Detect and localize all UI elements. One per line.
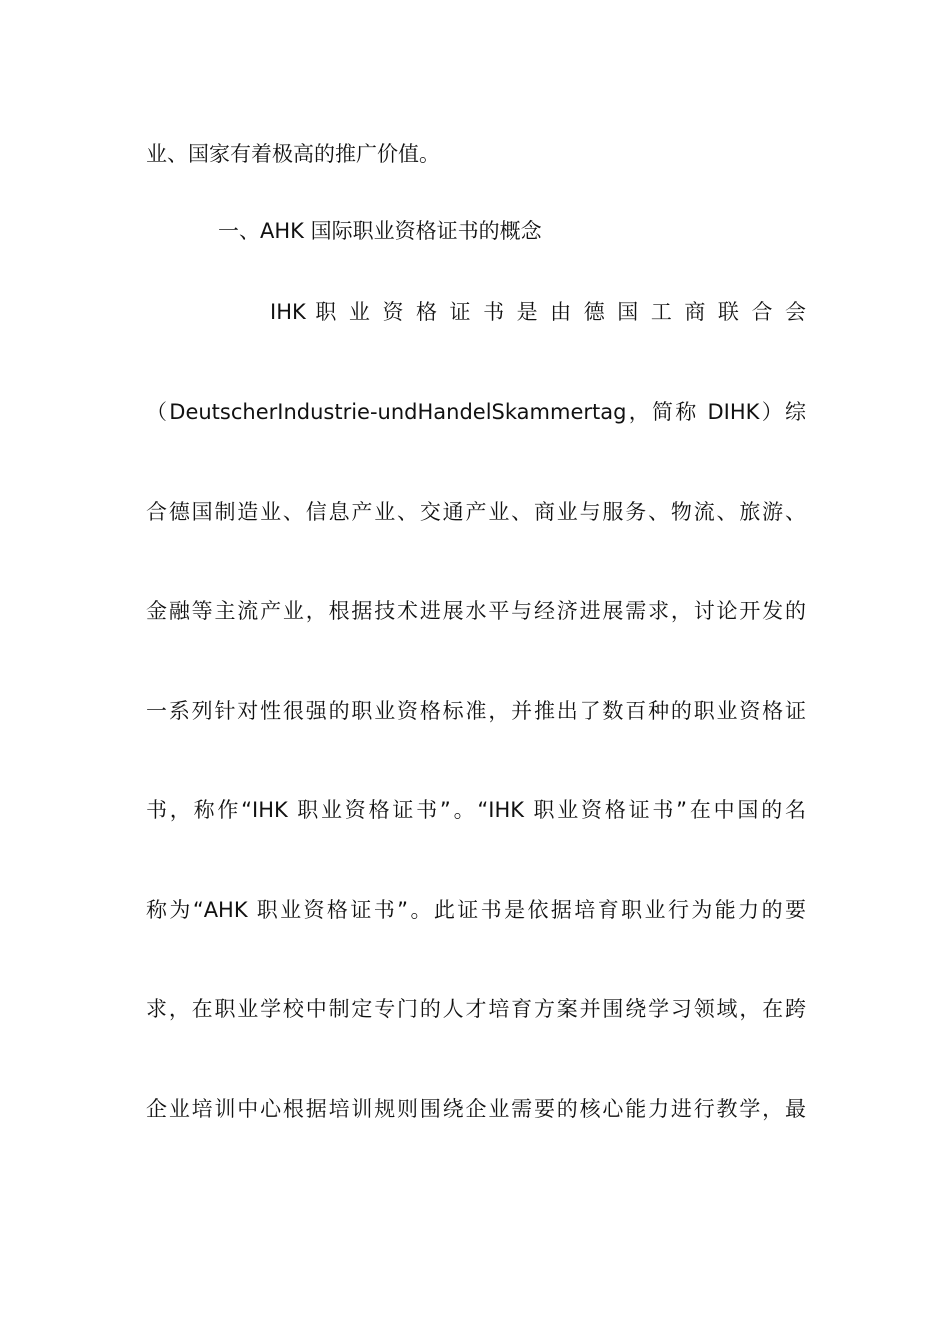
paragraph-line-5: 一系列针对性很强的职业资格标准，并推出了数百种的职业资格证 — [146, 699, 806, 723]
paragraph-line-4: 金融等主流产业，根据技术进展水平与经济进展需求，讨论开发的 — [146, 599, 806, 623]
paragraph-line-8: 求，在职业学校中制定专门的人才培育方案并围绕学习领域，在跨 — [146, 997, 806, 1021]
paragraph-line-7: 称为“AHK 职业资格证书”。此证书是依据培育职业行为能力的要 — [146, 898, 806, 922]
paragraph-line-continuation: 业、国家有着极高的推广价值。 — [146, 142, 440, 166]
paragraph-line-2: （DeutscherIndustrie-undHandelSkammertag，简称 DIHK）综 — [146, 400, 806, 424]
section-heading: 一、AHK 国际职业资格证书的概念 — [218, 219, 542, 243]
paragraph-line-6: 书，称作“IHK 职业资格证书”。“IHK 职业资格证书”在中国的名 — [146, 798, 806, 822]
paragraph-line-1: IHK 职 业 资 格 证 书 是 由 德 国 工 商 联 合 会 — [270, 300, 806, 324]
paragraph-line-3: 合德国制造业、信息产业、交通产业、商业与服务、物流、旅游、 — [146, 500, 806, 524]
paragraph-line-9: 企业培训中心根据培训规则围绕企业需要的核心能力进行教学，最 — [146, 1097, 806, 1121]
